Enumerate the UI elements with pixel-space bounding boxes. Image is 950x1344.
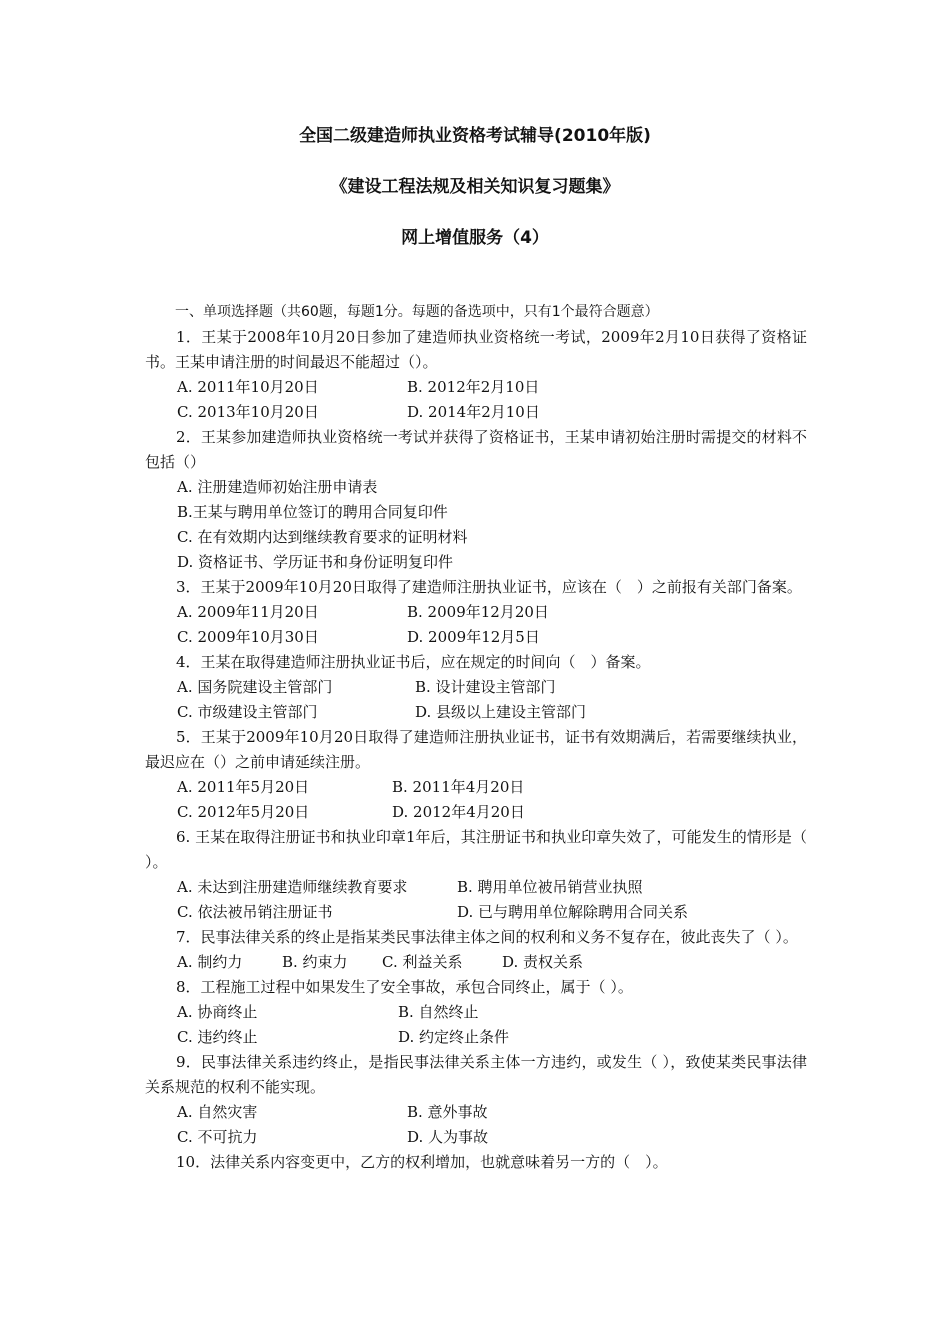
question-stem: 5．王某于2009年10月20日取得了建造师注册执业证书，证书有效期满后，若需要继续执业，最迟应在（）之前申请延续注册。 [145, 728, 807, 771]
option-row [145, 1100, 807, 1125]
option-row [145, 400, 807, 425]
option: A. 协商终止 [177, 1003, 258, 1021]
option-row [145, 1000, 807, 1025]
option: A. 注册建造师初始注册申请表 [177, 478, 378, 496]
option: C. 不可抗力 [177, 1128, 258, 1146]
document-subtitle-service: 网上增值服务（4） [401, 228, 549, 248]
option-row [145, 1025, 807, 1050]
option: A. 制约力 [177, 953, 243, 971]
question-stem: 9．民事法律关系违约终止，是指民事法律关系主体一方违约，或发生（ ），致使某类民事法律关系规范的权利不能实现。 [145, 1053, 807, 1096]
option-row [145, 375, 807, 400]
option: B. 约束力 [282, 953, 348, 971]
question-stem: 3．王某于2009年10月20日取得了建造师注册执业证书，应该在（ ）之前报有关部门备案。 [176, 578, 802, 596]
section-heading: 一、单项选择题（共60题，每题1分。每题的备选项中，只有1个最符合题意） [175, 304, 659, 320]
option: C. 2009年10月30日 [177, 628, 319, 646]
option: A. 2011年10月20日 [177, 378, 319, 396]
option: B. 2012年2月10日 [407, 378, 540, 396]
option: D. 县级以上建设主管部门 [415, 703, 587, 721]
option: A. 未达到注册建造师继续教育要求 [177, 878, 408, 896]
option-row [145, 900, 807, 925]
option-row [145, 875, 807, 900]
option-row [145, 1125, 807, 1150]
option: B. 自然终止 [398, 1003, 479, 1021]
option-row [145, 775, 807, 800]
option: C. 依法被吊销注册证书 [177, 903, 333, 921]
document-subtitle: 《建设工程法规及相关知识复习题集》 [330, 177, 620, 197]
option-row [145, 800, 807, 825]
option: B. 聘用单位被吊销营业执照 [457, 878, 643, 896]
option: A. 2011年5月20日 [177, 778, 310, 796]
option: B. 2009年12月20日 [407, 603, 549, 621]
option: C. 2012年5月20日 [177, 803, 310, 821]
option: A. 2009年11月20日 [177, 603, 319, 621]
option-row [145, 675, 807, 700]
option: B. 2011年4月20日 [392, 778, 525, 796]
option: D. 已与聘用单位解除聘用合同关系 [457, 903, 689, 921]
question-list [145, 300, 807, 1175]
question-stem: 8．工程施工过程中如果发生了安全事故，承包合同终止，属于（ ）。 [176, 978, 633, 996]
option: D. 责权关系 [502, 953, 584, 971]
question-stem: 2．王某参加建造师执业资格统一考试并获得了资格证书，王某申请初始注册时需提交的材料不包括（） [145, 428, 807, 471]
option: B. 设计建设主管部门 [415, 678, 556, 696]
question-stem: 4．王某在取得建造师注册执业证书后，应在规定的时间向（ ）备案。 [176, 653, 651, 671]
option-row [145, 700, 807, 725]
option: C. 利益关系 [382, 953, 463, 971]
question-stem: 10．法律关系内容变更中，乙方的权利增加，也就意味着另一方的（ ）。 [176, 1153, 668, 1171]
option: B. 意外事故 [407, 1103, 488, 1121]
option: C. 市级建设主管部门 [177, 703, 318, 721]
option: D. 2009年12月5日 [407, 628, 540, 646]
document-title: 全国二级建造师执业资格考试辅导(2010年版) [299, 126, 651, 146]
option-row [145, 950, 807, 975]
option: D. 人为事故 [407, 1128, 489, 1146]
option: A. 国务院建设主管部门 [177, 678, 333, 696]
option: C. 在有效期内达到继续教育要求的证明材料 [177, 528, 468, 546]
option: D. 2014年2月10日 [407, 403, 540, 421]
option-row [145, 600, 807, 625]
option: C. 违约终止 [177, 1028, 258, 1046]
option: D. 2012年4月20日 [392, 803, 525, 821]
option: A. 自然灾害 [177, 1103, 258, 1121]
option: D. 资格证书、学历证书和身份证明复印件 [177, 553, 454, 571]
question-stem: 6. 王某在取得注册证书和执业印章1年后，其注册证书和执业印章失效了，可能发生的情形是（ ）。 [145, 828, 807, 871]
question-stem: 7．民事法律关系的终止是指某类民事法律主体之间的权利和义务不复存在，彼此丧失了（ ）。 [176, 928, 798, 946]
question-stem: 1．王某于2008年10月20日参加了建造师执业资格统一考试，2009年2月10日获得了资格证书。王某申请注册的时间最迟不能超过（）。 [145, 328, 807, 371]
option: C. 2013年10月20日 [177, 403, 319, 421]
option: D. 约定终止条件 [398, 1028, 510, 1046]
option-row [145, 625, 807, 650]
option: B.王某与聘用单位签订的聘用合同复印件 [177, 503, 448, 521]
